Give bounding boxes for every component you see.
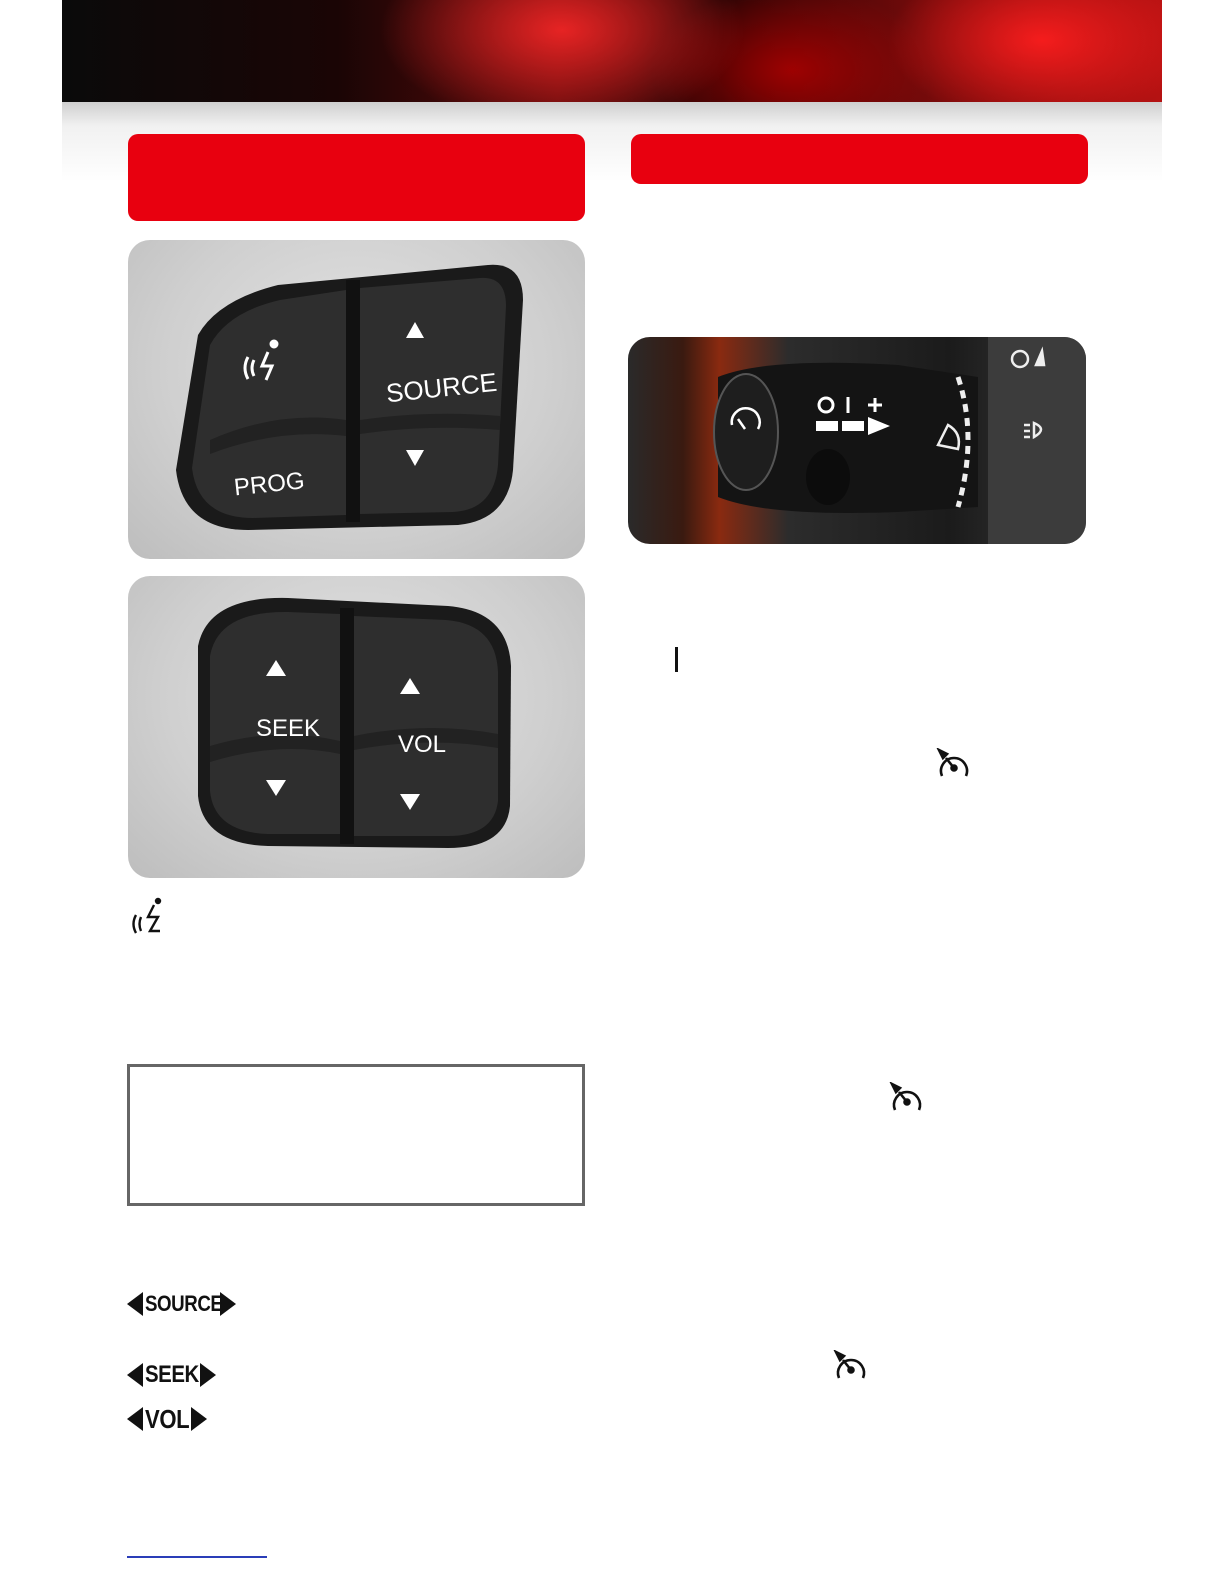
right-arrow-icon (191, 1407, 207, 1431)
left-arrow-icon (127, 1292, 143, 1316)
source-control-symbol (127, 1289, 236, 1319)
cruise-control-icon (935, 748, 973, 782)
left-arrow-icon (127, 1407, 143, 1431)
vol-button-label: VOL (398, 731, 447, 758)
note-box (127, 1064, 585, 1206)
left-arrow-icon (127, 1363, 143, 1387)
cruise-control-icon (832, 1350, 870, 1384)
right-arrow-icon (200, 1363, 216, 1387)
right-section-heading (631, 134, 1088, 184)
source-control-label: SOURCE (145, 1291, 223, 1316)
on-position-marker (675, 647, 678, 672)
seek-control-label: SEEK (145, 1361, 199, 1388)
cruise-control-stalk-photo (628, 337, 1086, 544)
header-banner (62, 0, 1162, 102)
prog-button-label: PROG (232, 467, 306, 502)
voice-recognition-icon (130, 895, 166, 937)
seek-control-symbol (127, 1360, 216, 1390)
seek-button-label: SEEK (256, 715, 321, 742)
source-button-label: SOURCE (384, 366, 499, 409)
cruise-control-icon (888, 1082, 926, 1116)
vol-control-label: VOL (145, 1403, 190, 1434)
right-arrow-icon (220, 1292, 236, 1316)
left-section-heading (128, 134, 585, 221)
steering-controls-photo-upper (128, 240, 585, 559)
vol-control-symbol (127, 1404, 207, 1434)
steering-controls-photo-lower (128, 576, 585, 878)
footer-link-underline[interactable] (127, 1556, 267, 1558)
